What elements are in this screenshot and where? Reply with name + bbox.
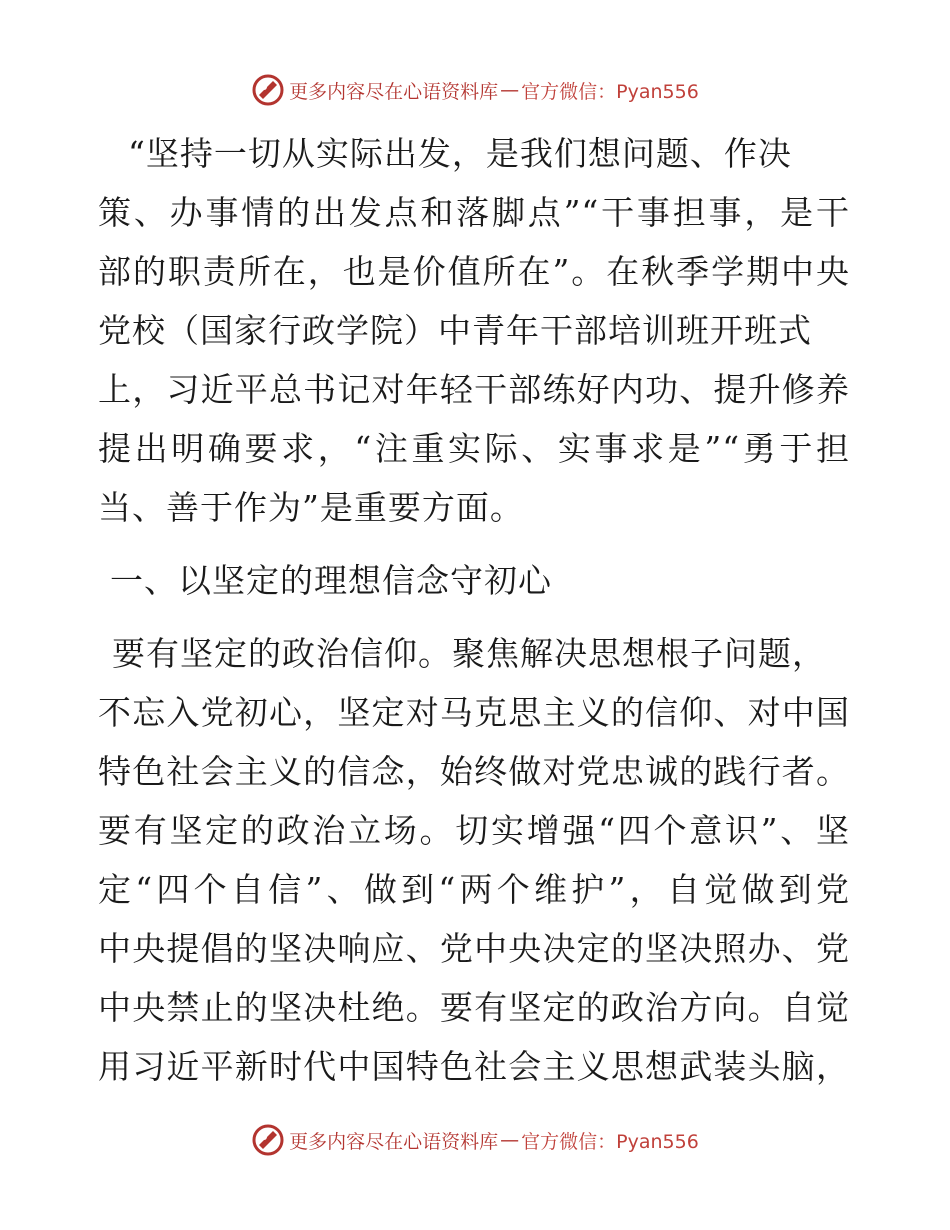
text-line: 要有坚定的政治信仰。聚焦解决思想根子问题， bbox=[112, 634, 826, 673]
text-line: 提出明确要求，“注重实际、实事求是”“勇于担 bbox=[98, 429, 850, 468]
header-watermark-banner bbox=[0, 70, 950, 110]
paragraph-body bbox=[98, 624, 850, 1096]
document-body bbox=[98, 124, 850, 1096]
footer-watermark-banner bbox=[0, 1120, 950, 1160]
paragraph-intro bbox=[98, 124, 850, 537]
banner-wechat: 官方微信：Pyan556 bbox=[521, 80, 699, 103]
text-line: 部的职责所在，也是价值所在”。在秋季学期中央 bbox=[98, 252, 850, 291]
heading-line: 一、以坚定的理想信念守初心 bbox=[110, 561, 552, 600]
text-line: 策、办事情的出发点和落脚点”“干事担事，是干 bbox=[98, 193, 850, 232]
text-line: 中央禁止的坚决杜绝。要有坚定的政治方向。自觉 bbox=[98, 988, 850, 1027]
text-line: 特色社会主义的信念，始终做对党忠诚的践行者。 bbox=[98, 752, 850, 791]
brand-logo-icon bbox=[251, 1123, 285, 1157]
text-line: 定“四个自信”、做到“两个维护”，自觉做到党 bbox=[98, 870, 850, 909]
banner-separator: — bbox=[500, 79, 520, 101]
text-line: 不忘入党初心，坚定对马克思主义的信仰、对中国 bbox=[98, 693, 850, 732]
banner-separator: — bbox=[500, 1129, 520, 1151]
text-line: 用习近平新时代中国特色社会主义思想武装头脑， bbox=[98, 1047, 850, 1086]
text-line: 党校（国家行政学院）中青年干部培训班开班式 bbox=[98, 311, 812, 350]
text-line: 中央提倡的坚决响应、党中央决定的坚决照办、党 bbox=[98, 929, 850, 968]
text-line: 当、善于作为”是重要方面。 bbox=[98, 488, 524, 527]
section-heading bbox=[98, 551, 850, 610]
banner-text: 更多内容尽在心语资料库 bbox=[289, 80, 499, 103]
banner-text: 更多内容尽在心语资料库 bbox=[289, 1130, 499, 1153]
text-line: “坚持一切从实际出发，是我们想问题、作决 bbox=[128, 134, 792, 173]
banner-wechat: 官方微信：Pyan556 bbox=[521, 1130, 699, 1153]
text-line: 上，习近平总书记对年轻干部练好内功、提升修养 bbox=[98, 370, 850, 409]
text-line: 要有坚定的政治立场。切实增强“四个意识”、坚 bbox=[98, 811, 850, 850]
brand-logo-icon bbox=[251, 73, 285, 107]
